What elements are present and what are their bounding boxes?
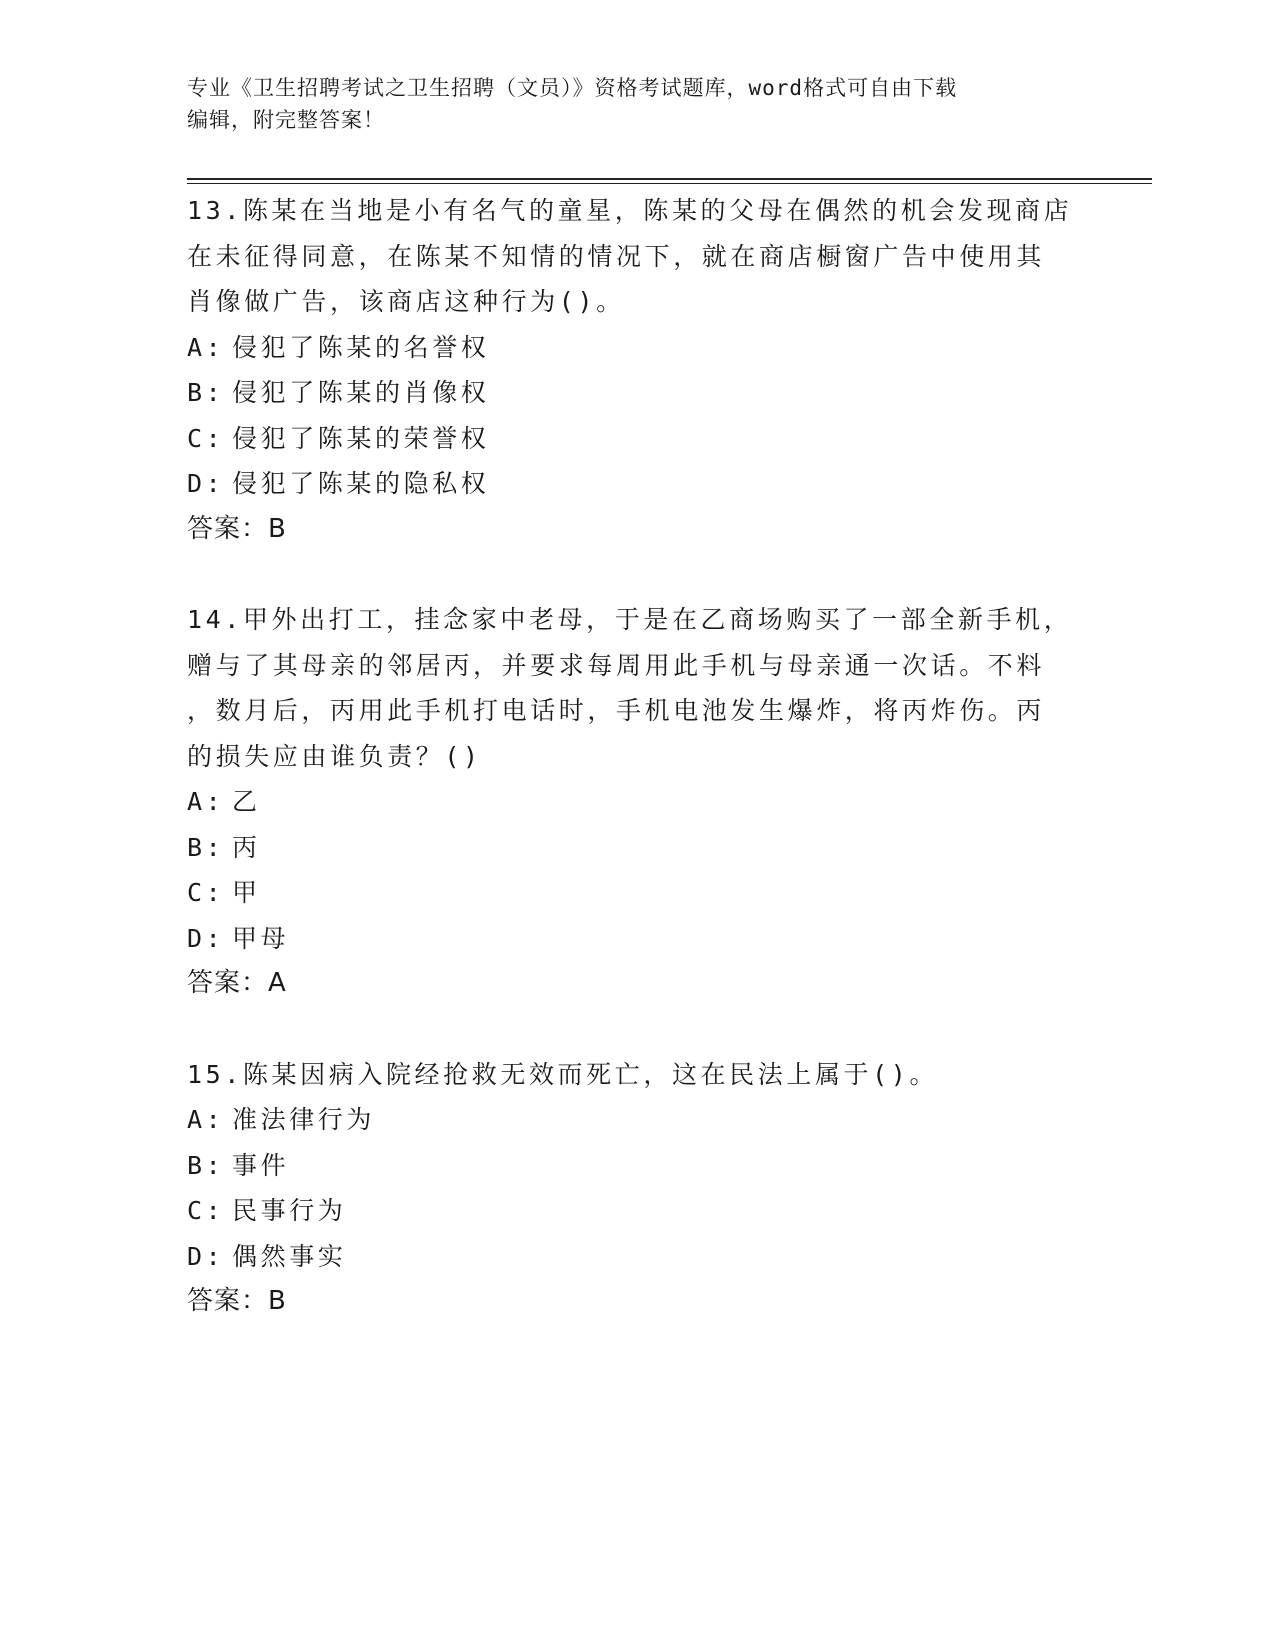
option-text: 侵犯了陈某的肖像权: [232, 378, 490, 407]
option-text: 侵犯了陈某的隐私权: [232, 469, 490, 498]
option-key: D:: [187, 923, 225, 953]
option-text: 甲: [232, 878, 261, 907]
document-header: [187, 72, 1087, 136]
option-d: [187, 1234, 1087, 1280]
option-c: [187, 870, 1087, 916]
option-a: [187, 1097, 1087, 1143]
option-c: [187, 416, 1087, 462]
option-text: 偶然事实: [232, 1241, 347, 1271]
header-line-1: 专业《卫生招聘考试之卫生招聘（文员）》资格考试题库，word格式可自由下载: [187, 76, 958, 100]
option-b: [187, 825, 1087, 871]
option-key: D:: [187, 469, 225, 498]
option-text: 丙: [232, 832, 261, 862]
header-divider-thin: [187, 183, 1152, 184]
question-list: [187, 188, 1087, 1370]
option-a: [187, 779, 1087, 825]
answer-label: 答案：A: [187, 968, 287, 998]
option-a: [187, 325, 1087, 371]
option-text: 甲母: [232, 923, 290, 953]
option-key: A:: [187, 332, 225, 362]
option-text: 侵犯了陈某的荣誉权: [232, 423, 490, 453]
question-line: 在未征得同意，在陈某不知情的情况下，就在商店橱窗广告中使用其: [187, 241, 1046, 271]
option-c: [187, 1188, 1087, 1234]
question-13: [187, 188, 1087, 552]
option-key: B:: [187, 832, 225, 862]
header-line-2: 编辑，附完整答案！: [187, 108, 385, 132]
option-b: [187, 370, 1087, 416]
option-key: A:: [187, 1105, 225, 1134]
option-b: [187, 1143, 1087, 1189]
option-d: [187, 916, 1087, 962]
option-text: 民事行为: [232, 1196, 347, 1225]
question-line: 13.陈某在当地是小有名气的童星，陈某的父母在偶然的机会发现商店: [187, 196, 1073, 225]
option-key: C:: [187, 1196, 225, 1225]
option-key: C:: [187, 878, 225, 907]
question-15: [187, 1052, 1087, 1325]
option-text: 侵犯了陈某的名誉权: [232, 332, 490, 362]
question-14: [187, 597, 1087, 1007]
option-text: 乙: [232, 787, 261, 816]
option-d: [187, 461, 1087, 507]
option-key: B:: [187, 378, 225, 407]
question-line: 14.甲外出打工，挂念家中老母，于是在乙商场购买了一部全新手机，: [187, 605, 1073, 634]
question-line: 的损失应由谁负责？(): [187, 741, 482, 771]
option-key: A:: [187, 787, 225, 816]
question-line: 肖像做广告，该商店这种行为()。: [187, 287, 625, 316]
question-line: 赠与了其母亲的邻居丙，并要求每周用此手机与母亲通一次话。不料: [187, 650, 1046, 680]
option-key: B:: [187, 1150, 225, 1180]
question-line: 15.陈某因病入院经抢救无效而死亡，这在民法上属于()。: [187, 1059, 939, 1089]
option-key: C:: [187, 423, 225, 453]
option-text: 准法律行为: [232, 1105, 376, 1134]
option-text: 事件: [232, 1150, 290, 1180]
answer-label: 答案：B: [187, 1286, 287, 1316]
header-divider-thick: [187, 178, 1152, 180]
question-line: ，数月后，丙用此手机打电话时，手机电池发生爆炸，将丙炸伤。丙: [187, 696, 1046, 725]
answer-label: 答案：B: [187, 513, 287, 544]
option-key: D:: [187, 1241, 225, 1271]
